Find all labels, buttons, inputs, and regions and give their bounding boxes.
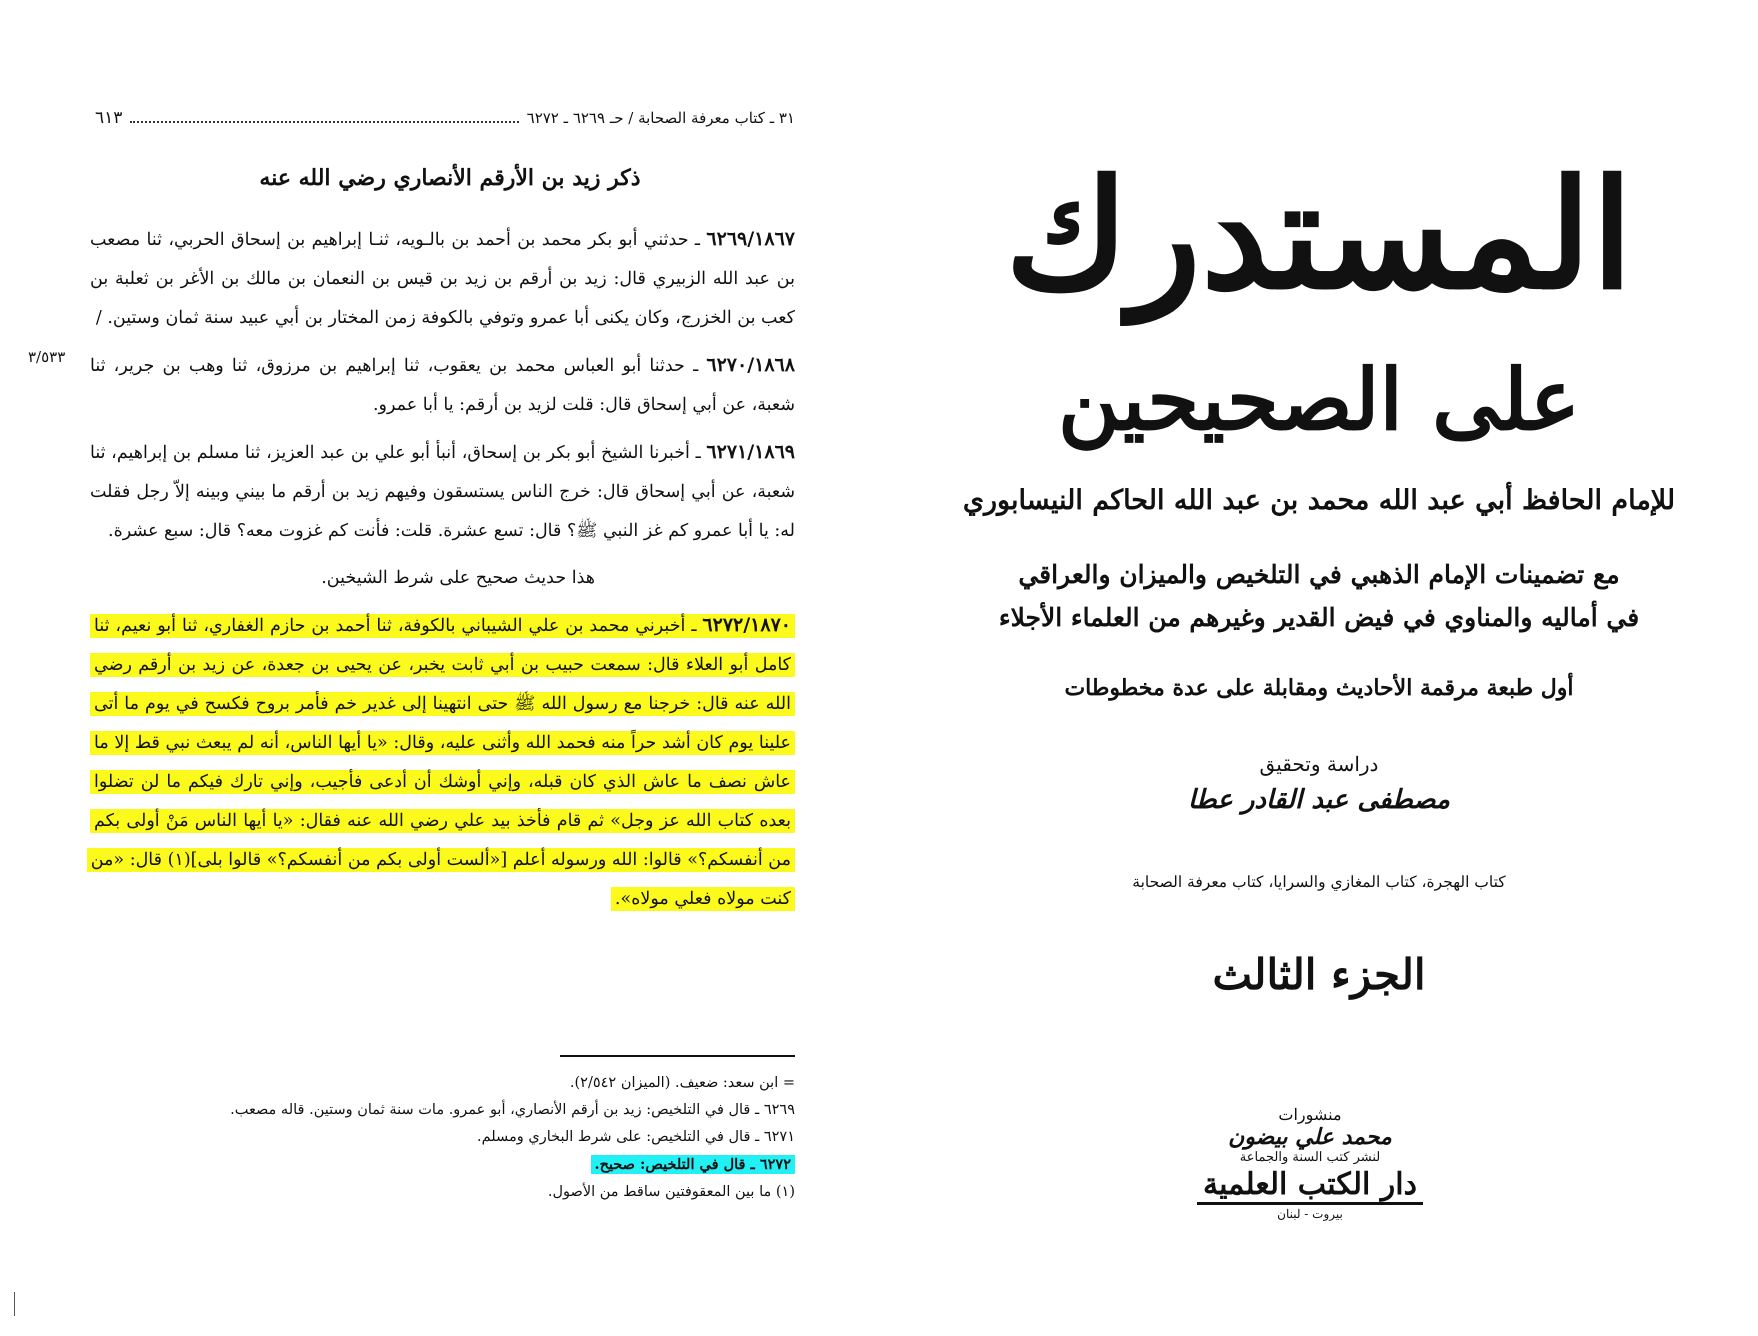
hadith-body (90, 220, 795, 927)
page-number: ٦١٣ (95, 108, 123, 128)
hadith-paragraph (90, 433, 795, 551)
hadith-text: ـ أخبرنا الشيخ أبو بكر بن إسحاق، أنبأ أبو علي بن عبد العزيز، ثنا مسلم بن إبراهيم، ثنا شعبة، عن أبي إسحاق قال: خرج الناس يستسقون وفيهم زيد بن أرقم ما بيني وبينه إلاّ رجل فقلت له: يا أبا عمرو كم غز النبي ﷺ؟ قال: تسع عشرة. قلت: فأنت كم غزوت معه؟ قال: سبع عشرة. (90, 443, 795, 541)
description-line-1: مع تضمينات الإمام الذهبي في التلخيص والميزان والعراقي (1018, 560, 1620, 589)
footnote-line: (١) ما بين المعقوفتين ساقط من الأصول. (547, 1184, 795, 1200)
footnote-rule (560, 1055, 795, 1057)
description-line-2: في أماليه والمناوي في فيض القدير وغيرهم من العلماء الأجلاء (998, 603, 1640, 632)
running-head (95, 108, 795, 128)
footnote-line: = ابن سعد: ضعيف. (الميزان ٢/٥٤٢). (569, 1075, 795, 1091)
authenticity-verdict: هذا حديث صحيح على شرط الشيخين. (321, 568, 595, 588)
cyan-highlight: ٦٢٧٢ ـ قال في التلخيص: صحيح. (591, 1155, 795, 1174)
footnote-line-highlighted (90, 1151, 795, 1179)
hadith-number: ٦٢٧١/١٨٦٩ (706, 441, 795, 463)
hadith-paragraph (90, 220, 795, 338)
hadith-number: ٦٢٧٠/١٨٦٨ (706, 354, 795, 376)
leader-dots (130, 113, 518, 123)
publisher-sub: لنشر كتب السنة والجماعة (1239, 1150, 1381, 1165)
footnote-line: ٦٢٦٩ ـ قال في التلخيص: زيد بن أرقم الأنصاري، أبو عمرو. مات سنة ثمان وستين. قاله مصعب. (230, 1102, 795, 1118)
footnotes (90, 1070, 795, 1206)
highlighted-hadith-span (87, 614, 795, 911)
study-label: دراسة وتحقيق (1259, 752, 1379, 776)
hadith-number: ٦٢٦٩/١٨٦٧ (706, 228, 795, 250)
section-title: ذكر زيد بن الأرقم الأنصاري رضي الله عنه (259, 165, 641, 191)
author-line: للإمام الحافظ أبي عبد الله محمد بن عبد الله الحاكم النيسابوري (962, 485, 1676, 516)
hadith-number: ٦٢٧٢/١٨٧٠ (702, 614, 791, 636)
book-subtitle: على الصحيحين (1057, 350, 1581, 449)
footnote-line: ٦٢٧١ ـ قال في التلخيص: على شرط البخاري ومسلم. (477, 1129, 795, 1145)
book-title: المستدرك (1005, 147, 1633, 323)
books-included: كتاب الهجرة، كتاب المغازي والسرايا، كتاب معرفة الصحابة (1132, 873, 1506, 891)
volume-label: الجزء الثالث (1212, 950, 1426, 999)
publisher-name: محمد علي بيضون (1228, 1124, 1392, 1150)
hadith-text: ـ حدثني أبو بكر محمد بن أحمد بن بالـويه، ثنـا إبراهيم بن إسحاق الحربي، ثنا مصعب بن عبد الله الزبيري قال: زيد بن أرقم بن زيد بن قيس بن النعمان بن مالك بن الأغر بن ثعلبة بن كعب بن الخزرج، وكان يكنى أبا عمرو وتوفي بالكوفة زمن المختار بن أبي عبيد سنة ثمان وستين. / (90, 230, 795, 328)
publisher-label: منشورات (1278, 1105, 1342, 1124)
margin-volume-page-note: ٣/٥٣٣ (28, 348, 66, 366)
highlighted-hadith (90, 606, 795, 919)
publisher-house-logo: دار الكتب العلمية (1197, 1167, 1423, 1205)
scan-edge-mark (14, 1292, 15, 1316)
edition-note: أول طبعة مرقمة الأحاديث ومقابلة على عدة مخطوطات (1064, 675, 1574, 701)
content-page (0, 0, 870, 1336)
title-page (880, 0, 1758, 1336)
publisher-inner (1195, 1105, 1425, 1221)
running-head-text: ٣١ ـ كتاب معرفة الصحابة / حـ ٦٢٦٩ ـ ٦٢٧٢ (526, 109, 795, 127)
editor-name: مصطفى عبد القادر عطا (1188, 785, 1450, 815)
hadith-paragraph (90, 346, 795, 425)
hadith-text: ـ حدثنا أبو العباس محمد بن يعقوب، ثنا إبراهيم بن مرزوق، ثنا وهب بن جرير، ثنا شعبة، عن أبي إسحاق قال: قلت لزيد بن أرقم: يا أبا عمرو. (90, 356, 795, 415)
publisher-city: بيروت - لبنان (1277, 1207, 1343, 1221)
hadith-text: ـ أخبرني محمد بن علي الشيباني بالكوفة، ثنا أحمد بن حازم الغفاري، ثنا أبو نعيم، ثنا كامل أبو العلاء قال: سمعت حبيب بن أبي ثابت يخبر، عن يحيى بن جعدة، عن زيد بن أرقم رضي الله عنه قال: خرجنا مع رسول الله ﷺ حتى انتهينا إلى غدير خم فأمر بروح فكسح في يوم ما أتى علينا يوم كان أشد حراً منه فحمد الله وأثنى عليه، وقال: «يا أيها الناس، أنه لم يبعث نبي قط إلا ما عاش نصف ما عاش الذي كان قبله، وإني أوشك أن أدعى فأجيب، وإني تارك فيكم ما لن تضلوا بعده كتاب الله عز وجل» ثم قام فأخذ بيد علي رضي الله عنه فقال: «يا أيها الناس مَنْ أولى بكم من أنفسكم؟» قالوا: الله ورسوله أعلم [«ألست أولى بكم من أنفسكم؟» قالوا بلى](١) قال: «من كنت مولاه فعلي مولاه». (90, 616, 791, 909)
